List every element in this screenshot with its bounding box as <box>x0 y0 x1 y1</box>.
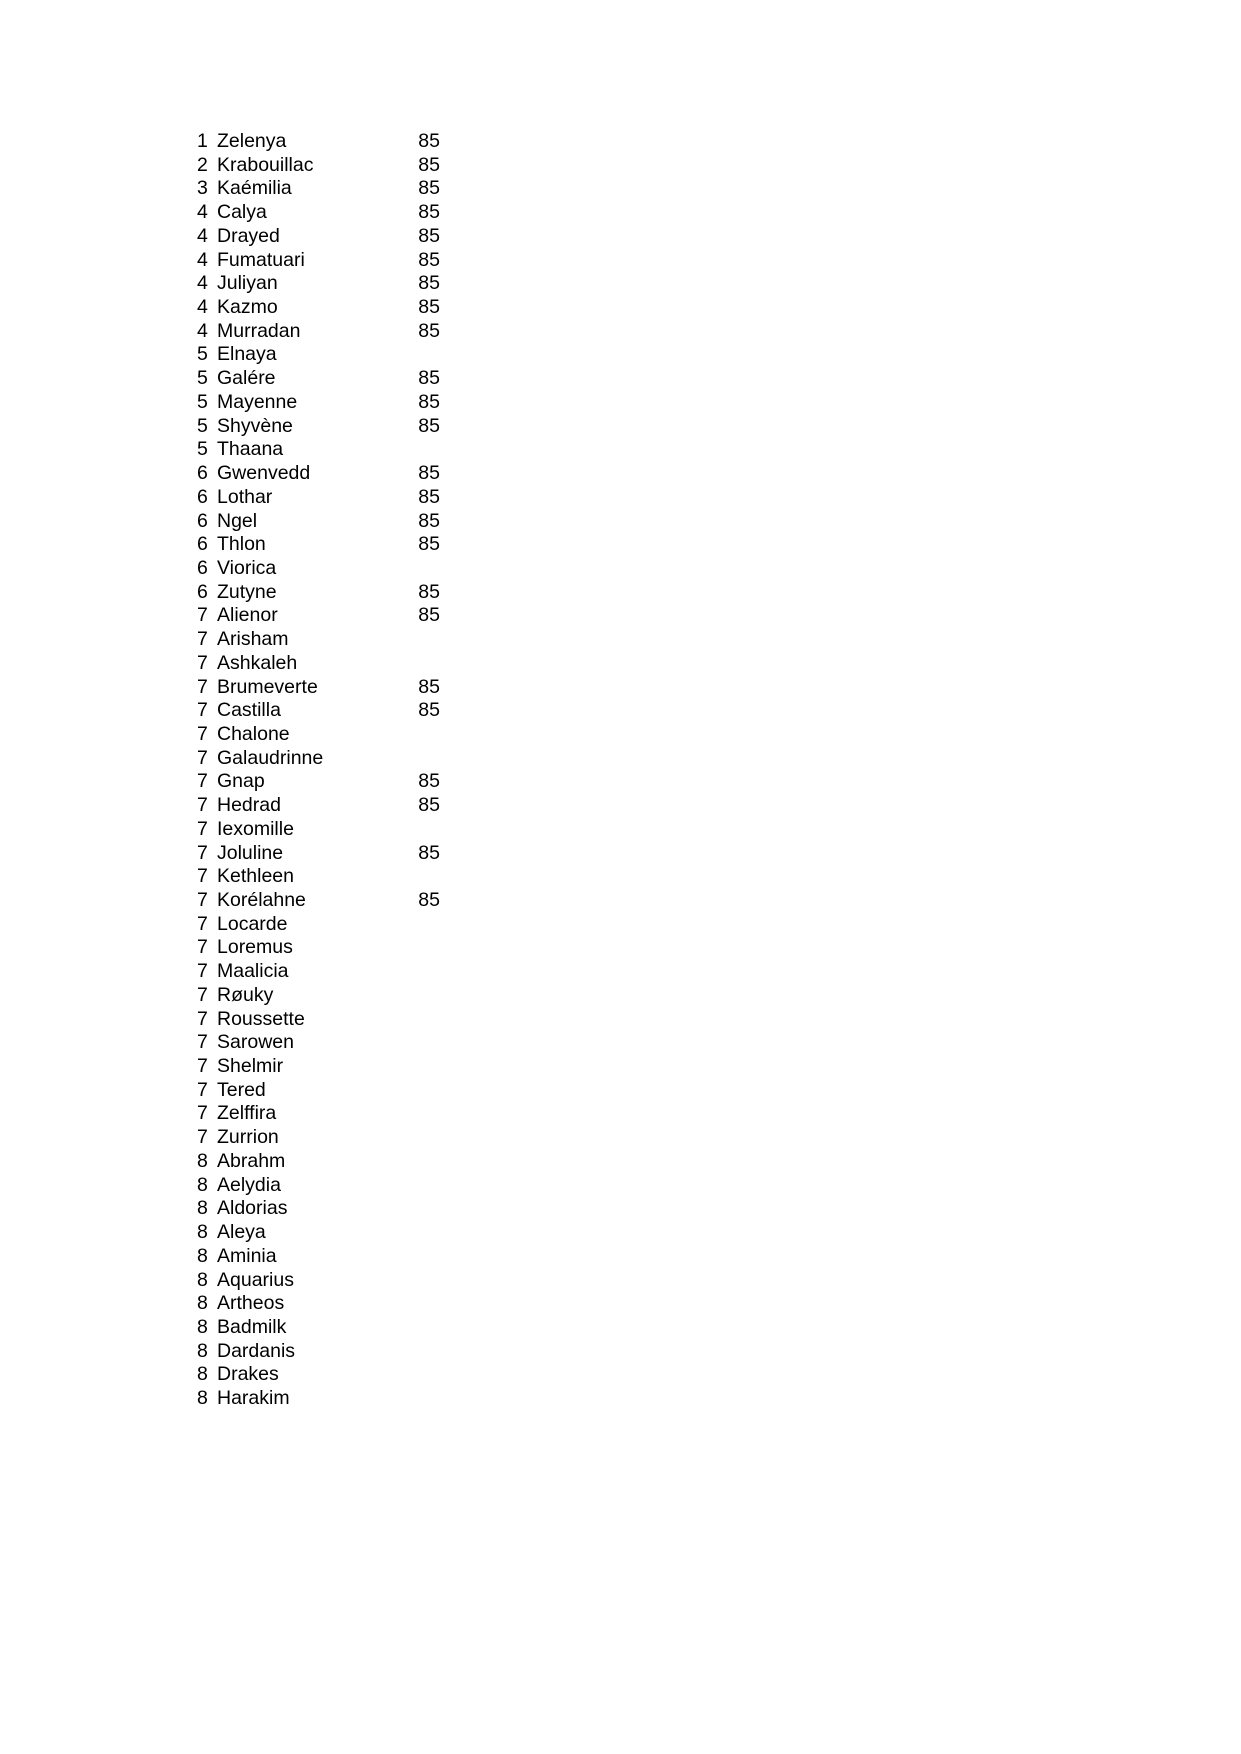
name-value: Viorica <box>217 556 277 579</box>
score-value: 85 <box>418 367 440 390</box>
name-value: Badmilk <box>217 1315 287 1338</box>
rank-value: 7 <box>197 889 208 911</box>
name-value: Alienor <box>217 604 278 627</box>
name-value: Aminia <box>217 1244 277 1267</box>
list-item <box>197 818 517 842</box>
list-item <box>197 1126 517 1150</box>
list-item <box>197 1102 517 1126</box>
score-value: 85 <box>418 485 440 508</box>
list-item <box>197 960 517 984</box>
list-item <box>197 533 517 557</box>
rank-value: 8 <box>197 1387 208 1410</box>
score-value: 85 <box>418 675 440 698</box>
name-value: Thlon <box>217 533 266 556</box>
rank-value: 7 <box>197 604 208 627</box>
name-value: Shyvène <box>217 414 293 437</box>
list-item <box>197 889 517 913</box>
list-item <box>197 415 517 439</box>
name-value: Aldorias <box>217 1197 288 1220</box>
list-item <box>197 1174 517 1198</box>
score-value: 85 <box>418 319 440 342</box>
list-item <box>197 438 517 462</box>
name-value: Galaudrinne <box>217 746 324 769</box>
score-value: 85 <box>418 509 440 532</box>
name-value: Aleya <box>217 1221 266 1244</box>
list-item <box>197 225 517 249</box>
rank-value: 4 <box>197 319 208 342</box>
score-value: 85 <box>418 390 440 413</box>
rank-value: 7 <box>197 794 208 817</box>
score-value: 85 <box>418 770 440 793</box>
rank-value: 5 <box>197 438 208 461</box>
name-value: Calya <box>217 201 267 224</box>
score-value: 85 <box>418 248 440 271</box>
list-item <box>197 723 517 747</box>
list-item <box>197 272 517 296</box>
list-item <box>197 177 517 201</box>
list-item <box>197 391 517 415</box>
score-value: 85 <box>418 604 440 627</box>
name-value: Tered <box>217 1078 266 1101</box>
list-item <box>197 320 517 344</box>
rank-value: 8 <box>197 1221 208 1244</box>
rank-value: 5 <box>197 367 208 390</box>
rank-value: 7 <box>197 651 208 674</box>
score-value: 85 <box>418 153 440 176</box>
rank-value: 8 <box>197 1292 208 1315</box>
score-value: 85 <box>418 699 440 722</box>
list-item <box>197 865 517 889</box>
list-item <box>197 1269 517 1293</box>
score-value: 85 <box>418 224 440 247</box>
list-item <box>197 557 517 581</box>
score-value: 85 <box>418 272 440 295</box>
rank-value: 7 <box>197 1102 208 1125</box>
rank-value: 4 <box>197 248 208 271</box>
rank-value: 7 <box>197 1078 208 1101</box>
rank-value: 7 <box>197 983 208 1006</box>
rank-value: 4 <box>197 224 208 247</box>
name-value: Juliyan <box>217 272 278 295</box>
name-value: Korélahne <box>217 889 306 911</box>
rank-value: 7 <box>197 722 208 745</box>
name-value: Murradan <box>217 319 301 342</box>
name-value: Fumatuari <box>217 248 305 271</box>
score-value: 85 <box>418 889 440 911</box>
name-value: Gwenvedd <box>217 462 311 485</box>
list-item <box>197 1055 517 1079</box>
rank-value: 8 <box>197 1268 208 1291</box>
name-value: Zutyne <box>217 580 277 603</box>
name-value: Dardanis <box>217 1339 296 1362</box>
name-value: Aquarius <box>217 1268 294 1291</box>
name-value: Arisham <box>217 628 289 651</box>
rank-value: 8 <box>197 1244 208 1267</box>
list-item <box>197 1197 517 1221</box>
rank-value: 6 <box>197 580 208 603</box>
list-item <box>197 699 517 723</box>
name-value: Iexomille <box>217 817 294 840</box>
rank-value: 7 <box>197 936 208 959</box>
name-value: Drakes <box>217 1363 279 1386</box>
rank-value: 7 <box>197 912 208 935</box>
rank-value: 1 <box>197 130 208 152</box>
name-value: Gnap <box>217 770 265 793</box>
list-item <box>197 1031 517 1055</box>
list-item <box>197 1387 517 1411</box>
score-value: 85 <box>418 462 440 485</box>
score-value: 85 <box>418 296 440 319</box>
name-value: Elnaya <box>217 343 277 366</box>
score-value: 85 <box>418 794 440 817</box>
rank-value: 4 <box>197 201 208 224</box>
rank-value: 7 <box>197 1007 208 1030</box>
name-value: Zurrion <box>217 1126 279 1149</box>
rank-value: 7 <box>197 628 208 651</box>
name-value: Ngel <box>217 509 258 532</box>
list-item <box>197 510 517 534</box>
list-item <box>197 486 517 510</box>
rank-value: 4 <box>197 296 208 319</box>
list-item <box>197 842 517 866</box>
list-item <box>197 936 517 960</box>
rank-value: 8 <box>197 1363 208 1386</box>
rank-value: 6 <box>197 556 208 579</box>
list-item <box>197 130 517 154</box>
name-value: Mayenne <box>217 390 298 413</box>
name-value: Zelenya <box>217 130 287 152</box>
rank-value: 7 <box>197 699 208 722</box>
name-value: Krabouillac <box>217 153 314 176</box>
list-item <box>197 770 517 794</box>
rank-value: 2 <box>197 153 208 176</box>
name-value: Locarde <box>217 912 288 935</box>
list-item <box>197 652 517 676</box>
rank-value: 7 <box>197 1031 208 1054</box>
rank-value: 8 <box>197 1197 208 1220</box>
name-value: Loremus <box>217 936 293 959</box>
name-value: Brumeverte <box>217 675 318 698</box>
name-value: Maalicia <box>217 960 289 983</box>
name-value: Abrahm <box>217 1149 286 1172</box>
rank-value: 8 <box>197 1315 208 1338</box>
list-item <box>197 1221 517 1245</box>
list-item <box>197 296 517 320</box>
name-value: Harakim <box>217 1387 290 1410</box>
rank-value: 7 <box>197 817 208 840</box>
rank-value: 8 <box>197 1339 208 1362</box>
name-value: Zelffira <box>217 1102 277 1125</box>
list-item <box>197 1363 517 1387</box>
rank-value: 7 <box>197 1126 208 1149</box>
list-item <box>197 604 517 628</box>
name-value: Shelmir <box>217 1055 284 1078</box>
name-value: Røuky <box>217 983 274 1006</box>
list-item <box>197 581 517 605</box>
rank-value: 6 <box>197 533 208 556</box>
list-item <box>197 1008 517 1032</box>
name-value: Joluline <box>217 841 284 864</box>
rank-value: 7 <box>197 960 208 983</box>
rank-name-score-list <box>197 130 517 1411</box>
name-value: Galére <box>217 367 276 390</box>
score-value: 85 <box>418 580 440 603</box>
list-item <box>197 343 517 367</box>
list-item <box>197 984 517 1008</box>
name-value: Sarowen <box>217 1031 294 1054</box>
score-value: 85 <box>418 130 440 152</box>
list-item <box>197 367 517 391</box>
name-value: Kethleen <box>217 865 294 888</box>
list-item <box>197 1316 517 1340</box>
rank-value: 6 <box>197 462 208 485</box>
rank-value: 7 <box>197 770 208 793</box>
list-item <box>197 154 517 178</box>
rank-value: 7 <box>197 865 208 888</box>
rank-value: 7 <box>197 1055 208 1078</box>
rank-value: 7 <box>197 841 208 864</box>
rank-value: 5 <box>197 414 208 437</box>
list-item <box>197 628 517 652</box>
score-value: 85 <box>418 533 440 556</box>
name-value: Kaémilia <box>217 177 292 200</box>
list-item <box>197 913 517 937</box>
score-value: 85 <box>418 177 440 200</box>
name-value: Drayed <box>217 224 280 247</box>
list-item <box>197 747 517 771</box>
score-value: 85 <box>418 201 440 224</box>
name-value: Artheos <box>217 1292 285 1315</box>
name-value: Ashkaleh <box>217 651 298 674</box>
rank-value: 6 <box>197 509 208 532</box>
name-value: Thaana <box>217 438 284 461</box>
score-value: 85 <box>418 841 440 864</box>
list-item <box>197 676 517 700</box>
list-item <box>197 1292 517 1316</box>
name-value: Kazmo <box>217 296 278 319</box>
rank-value: 6 <box>197 485 208 508</box>
name-value: Chalone <box>217 722 290 745</box>
list-item <box>197 201 517 225</box>
rank-value: 3 <box>197 177 208 200</box>
list-item <box>197 794 517 818</box>
list-item <box>197 1150 517 1174</box>
rank-value: 7 <box>197 675 208 698</box>
rank-value: 7 <box>197 746 208 769</box>
list-item <box>197 462 517 486</box>
name-value: Castilla <box>217 699 281 722</box>
list-item <box>197 249 517 273</box>
rank-value: 8 <box>197 1149 208 1172</box>
rank-value: 5 <box>197 343 208 366</box>
score-value: 85 <box>418 414 440 437</box>
rank-value: 8 <box>197 1173 208 1196</box>
list-item <box>197 1245 517 1269</box>
name-value: Roussette <box>217 1007 305 1030</box>
name-value: Hedrad <box>217 794 281 817</box>
rank-value: 5 <box>197 390 208 413</box>
rank-value: 4 <box>197 272 208 295</box>
name-value: Lothar <box>217 485 273 508</box>
list-item <box>197 1340 517 1364</box>
list-item <box>197 1079 517 1103</box>
name-value: Aelydia <box>217 1173 281 1196</box>
